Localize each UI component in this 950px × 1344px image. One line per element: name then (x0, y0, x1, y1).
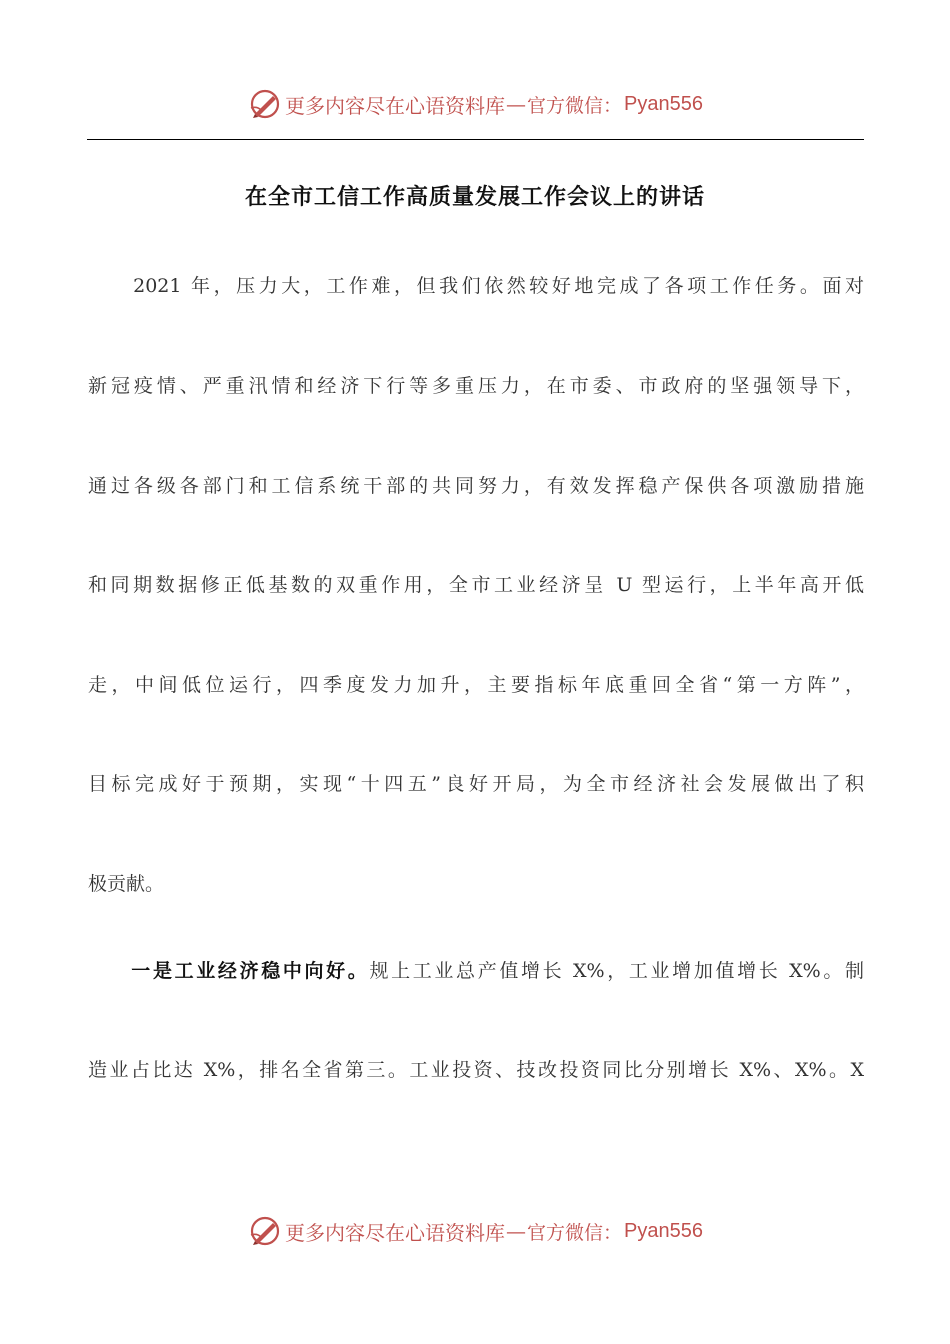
brand-text: 更多内容尽在心语资料库 (285, 1220, 505, 1245)
wechat-label: 官方微信： (527, 1221, 623, 1244)
paragraph1-line: 目标完成好于预期，实现“十四五”良好开局，为全市经济社会发展做出了积 (88, 773, 864, 795)
paragraph2-text: 规上工业总产值增长 X%，工业增加值增长 X%。制 (369, 960, 864, 982)
paragraph1-line: 极贡献。 (88, 873, 165, 895)
pen-logo-icon (247, 86, 283, 122)
paragraph2-line (88, 958, 864, 984)
section-heading-inline: 一是工业经济稳中向好。 (88, 960, 370, 982)
brand-dash: — (506, 92, 526, 116)
paragraph1-line: 走，中间低位运行，四季度发力加升，主要指标年底重回全省“第一方阵”， (88, 674, 864, 696)
paragraph1-line: 2021 年，压力大，工作难，但我们依然较好地完成了各项工作任务。面对 (88, 275, 864, 297)
header-watermark-banner (0, 84, 950, 124)
wechat-id: Pyan556 (624, 92, 703, 115)
paragraph2-line: 造业占比达 X%，排名全省第三。工业投资、技改投资同比分别增长 X%、X%。X (88, 1059, 864, 1081)
footer-watermark-banner (0, 1211, 950, 1251)
header-divider (87, 139, 864, 140)
brand-text: 更多内容尽在心语资料库 (285, 93, 505, 118)
wechat-id: Pyan556 (624, 1219, 703, 1242)
brand-dash: — (506, 1219, 526, 1243)
pen-logo-icon (247, 1213, 283, 1249)
wechat-label: 官方微信： (527, 94, 623, 117)
paragraph1-line: 新冠疫情、严重汛情和经济下行等多重压力，在市委、市政府的坚强领导下， (88, 375, 864, 397)
document-title: 在全市工信工作高质量发展工作会议上的讲话 (244, 185, 705, 210)
paragraph1-line: 和同期数据修正低基数的双重作用，全市工业经济呈 U 型运行，上半年高开低 (88, 574, 864, 596)
paragraph1-line: 通过各级各部门和工信系统干部的共同努力，有效发挥稳产保供各项激励措施 (88, 475, 864, 497)
